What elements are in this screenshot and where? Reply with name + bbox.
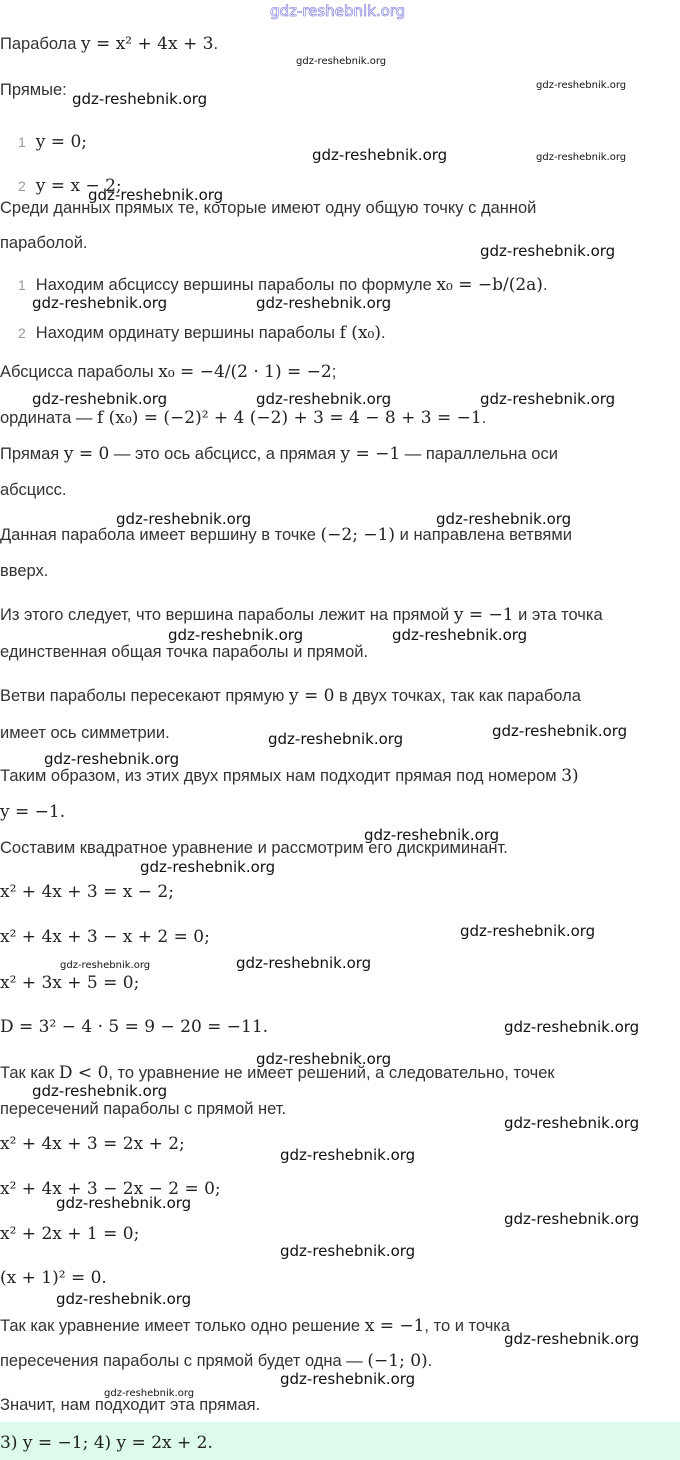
- text-line: [0, 79, 67, 101]
- text-line: [0, 232, 88, 254]
- watermark: gdz-reshebnik.org: [280, 1146, 416, 1164]
- math-expression: y = −1.: [0, 802, 66, 822]
- text-segment: Данная парабола имеет вершину в точке: [0, 526, 321, 544]
- watermark: gdz-reshebnik.org: [56, 1290, 192, 1308]
- text-segment: Находим абсциссу вершины параболы по формуле: [35, 276, 437, 294]
- text-line: [0, 1098, 286, 1120]
- text-line: [0, 407, 486, 429]
- text-line: [0, 1267, 107, 1289]
- math-expression: x₀ = −4/(2 · 1) = −2: [158, 362, 332, 382]
- text-segment: Прямые:: [0, 81, 67, 99]
- watermark: gdz-reshebnik.org: [268, 730, 404, 748]
- text-line: [0, 641, 368, 663]
- text-segment: имеет ось симметрии.: [0, 724, 170, 742]
- text-line: [0, 479, 66, 501]
- text-segment: .: [213, 35, 219, 53]
- math-expression: D < 0: [58, 1063, 109, 1083]
- text-segment: .: [542, 276, 548, 294]
- text-segment: Ветви параболы пересекают прямую: [0, 687, 289, 705]
- watermark: gdz-reshebnik.org: [236, 954, 372, 972]
- watermark: gdz-reshebnik.org: [312, 146, 448, 164]
- text-line: [0, 1315, 510, 1337]
- watermark: gdz-reshebnik.org: [168, 626, 304, 644]
- math-expression: x² + 2x + 1 = 0;: [0, 1224, 140, 1244]
- watermark: gdz-reshebnik.org: [280, 1242, 416, 1260]
- watermark: gdz-reshebnik.org: [460, 922, 596, 940]
- text-line: [0, 972, 139, 994]
- text-line: [0, 926, 210, 948]
- text-segment: и направлена ветвями: [395, 526, 572, 544]
- math-expression: y = −1: [340, 444, 401, 464]
- math-expression: x₀ = −b/(2a): [436, 275, 543, 295]
- watermark: gdz-reshebnik.org: [270, 2, 406, 20]
- text-line: [0, 33, 218, 55]
- text-line: [0, 361, 336, 383]
- math-expression: (−2; −1): [320, 525, 396, 545]
- watermark: gdz-reshebnik.org: [140, 858, 276, 876]
- text-segment: Из этого следует, что вершина параболы лежит на прямой: [0, 606, 454, 624]
- answer-box: [0, 1422, 680, 1460]
- text-segment: абсцисс.: [0, 481, 67, 499]
- watermark: gdz-reshebnik.org: [256, 390, 392, 408]
- math-expression: x² + 4x + 3 = x − 2;: [0, 882, 174, 902]
- text-line: [0, 1223, 139, 1245]
- text-segment: — параллельна оси: [400, 445, 558, 463]
- math-expression: x² + 4x + 3 − 2x − 2 = 0;: [0, 1179, 221, 1199]
- math-expression: (x + 1)² = 0.: [0, 1268, 107, 1288]
- text-line: [0, 197, 536, 219]
- text-line: [18, 274, 548, 296]
- watermark: gdz-reshebnik.org: [480, 242, 616, 260]
- math-expression: y = 0: [288, 686, 335, 706]
- watermark: gdz-reshebnik.org: [504, 1210, 640, 1228]
- text-segment: в двух точках, так как парабола: [334, 687, 581, 705]
- math-expression: 3) y = −1; 4) y = 2x + 2.: [0, 1433, 213, 1453]
- text-segment: — это ось абсцисс, а прямая: [109, 445, 341, 463]
- text-segment: .: [380, 324, 386, 342]
- math-expression: x² + 4x + 3 − x + 2 = 0;: [0, 927, 210, 947]
- text-line: [0, 881, 174, 903]
- text-line: [0, 801, 65, 823]
- watermark: gdz-reshebnik.org: [256, 294, 392, 312]
- math-expression: x = −1: [364, 1316, 425, 1336]
- math-expression: f (x₀) = (−2)² + 4 (−2) + 3 = 4 − 8 + 3 = −1: [96, 408, 482, 428]
- text-segment: Значит, нам подходит эта прямая.: [0, 1396, 261, 1414]
- watermark: gdz-reshebnik.org: [536, 152, 627, 163]
- text-segment: и эта точка: [513, 606, 603, 624]
- answer-text: [0, 1432, 213, 1454]
- text-line: [0, 560, 48, 582]
- watermark: gdz-reshebnik.org: [504, 1330, 640, 1348]
- text-segment: пересечений параболы с прямой нет.: [0, 1100, 287, 1118]
- text-segment: , то и точка: [424, 1317, 511, 1335]
- text-segment: , то уравнение не имеет решений, а следовательно, точек: [108, 1064, 555, 1082]
- text-segment: вверх.: [0, 562, 49, 580]
- math-expression: D = 3² − 4 · 5 = 9 − 20 = −11.: [0, 1017, 269, 1037]
- watermark: gdz-reshebnik.org: [480, 390, 616, 408]
- watermark: gdz-reshebnik.org: [492, 722, 628, 740]
- text-segment: единственная общая точка параболы и прямой.: [0, 643, 369, 661]
- watermark: gdz-reshebnik.org: [280, 1370, 416, 1388]
- watermark: gdz-reshebnik.org: [44, 750, 180, 768]
- text-line: [0, 1350, 432, 1372]
- text-line: [0, 604, 603, 626]
- text-segment: параболой.: [0, 234, 88, 252]
- watermark: gdz-reshebnik.org: [392, 626, 528, 644]
- text-segment: Парабола: [0, 35, 82, 53]
- text-segment: ордината —: [0, 409, 97, 427]
- watermark: gdz-reshebnik.org: [296, 56, 387, 67]
- text-segment: Среди данных прямых те, которые имеют одну общую точку с данной: [0, 199, 537, 217]
- math-expression: y = x² + 4x + 3: [81, 34, 214, 54]
- text-segment: .: [481, 409, 487, 427]
- watermark: gdz-reshebnik.org: [88, 186, 224, 204]
- text-line: [0, 765, 579, 787]
- watermark: gdz-reshebnik.org: [256, 1050, 392, 1068]
- watermark: gdz-reshebnik.org: [504, 1114, 640, 1132]
- watermark: gdz-reshebnik.org: [32, 294, 168, 312]
- math-expression: y = 0: [63, 444, 110, 464]
- list-number: 1: [18, 277, 26, 293]
- list-number: 1: [18, 134, 26, 150]
- text-line: [0, 1016, 268, 1038]
- list-number: 2: [18, 178, 26, 194]
- text-segment: Так как: [0, 1064, 59, 1082]
- text-segment: Таким образом, из этих двух прямых нам подходит прямая под номером: [0, 767, 562, 785]
- text-line: [0, 1133, 185, 1155]
- watermark: gdz-reshebnik.org: [116, 510, 252, 528]
- watermark: gdz-reshebnik.org: [32, 390, 168, 408]
- math-expression: f (x₀): [339, 323, 381, 343]
- text-line: [18, 322, 386, 344]
- text-segment: ;: [331, 363, 337, 381]
- math-expression: y = 0;: [35, 132, 87, 152]
- math-expression: y = x − 2;: [35, 176, 122, 196]
- list-number: 2: [18, 325, 26, 341]
- text-line: [0, 443, 558, 465]
- watermark: gdz-reshebnik.org: [504, 1018, 640, 1036]
- math-expression: x² + 4x + 3 = 2x + 2;: [0, 1134, 185, 1154]
- watermark: gdz-reshebnik.org: [32, 1082, 168, 1100]
- watermark: gdz-reshebnik.org: [56, 1194, 192, 1212]
- text-segment: Прямая: [0, 445, 64, 463]
- text-segment: пересечения параболы с прямой будет одна —: [0, 1352, 368, 1370]
- text-segment: Составим квадратное уравнение и рассмотрим его дискриминант.: [0, 839, 508, 857]
- watermark: gdz-reshebnik.org: [536, 80, 627, 91]
- text-segment: Находим ординату вершины параболы: [35, 324, 340, 342]
- text-line: [18, 131, 87, 153]
- math-expression: (−1; 0): [367, 1351, 428, 1371]
- text-segment: Абсцисса параболы: [0, 363, 159, 381]
- text-line: [0, 722, 170, 744]
- watermark: gdz-reshebnik.org: [72, 90, 208, 108]
- math-expression: x² + 3x + 5 = 0;: [0, 973, 140, 993]
- watermark: gdz-reshebnik.org: [104, 1388, 195, 1399]
- math-expression: y = −1: [453, 605, 514, 625]
- watermark: gdz-reshebnik.org: [436, 510, 572, 528]
- math-expression: 3): [561, 766, 579, 786]
- text-segment: .: [427, 1352, 433, 1370]
- watermark: gdz-reshebnik.org: [364, 826, 500, 844]
- text-line: [0, 685, 581, 707]
- text-segment: Так как уравнение имеет только одно решение: [0, 1317, 365, 1335]
- watermark: gdz-reshebnik.org: [60, 960, 151, 971]
